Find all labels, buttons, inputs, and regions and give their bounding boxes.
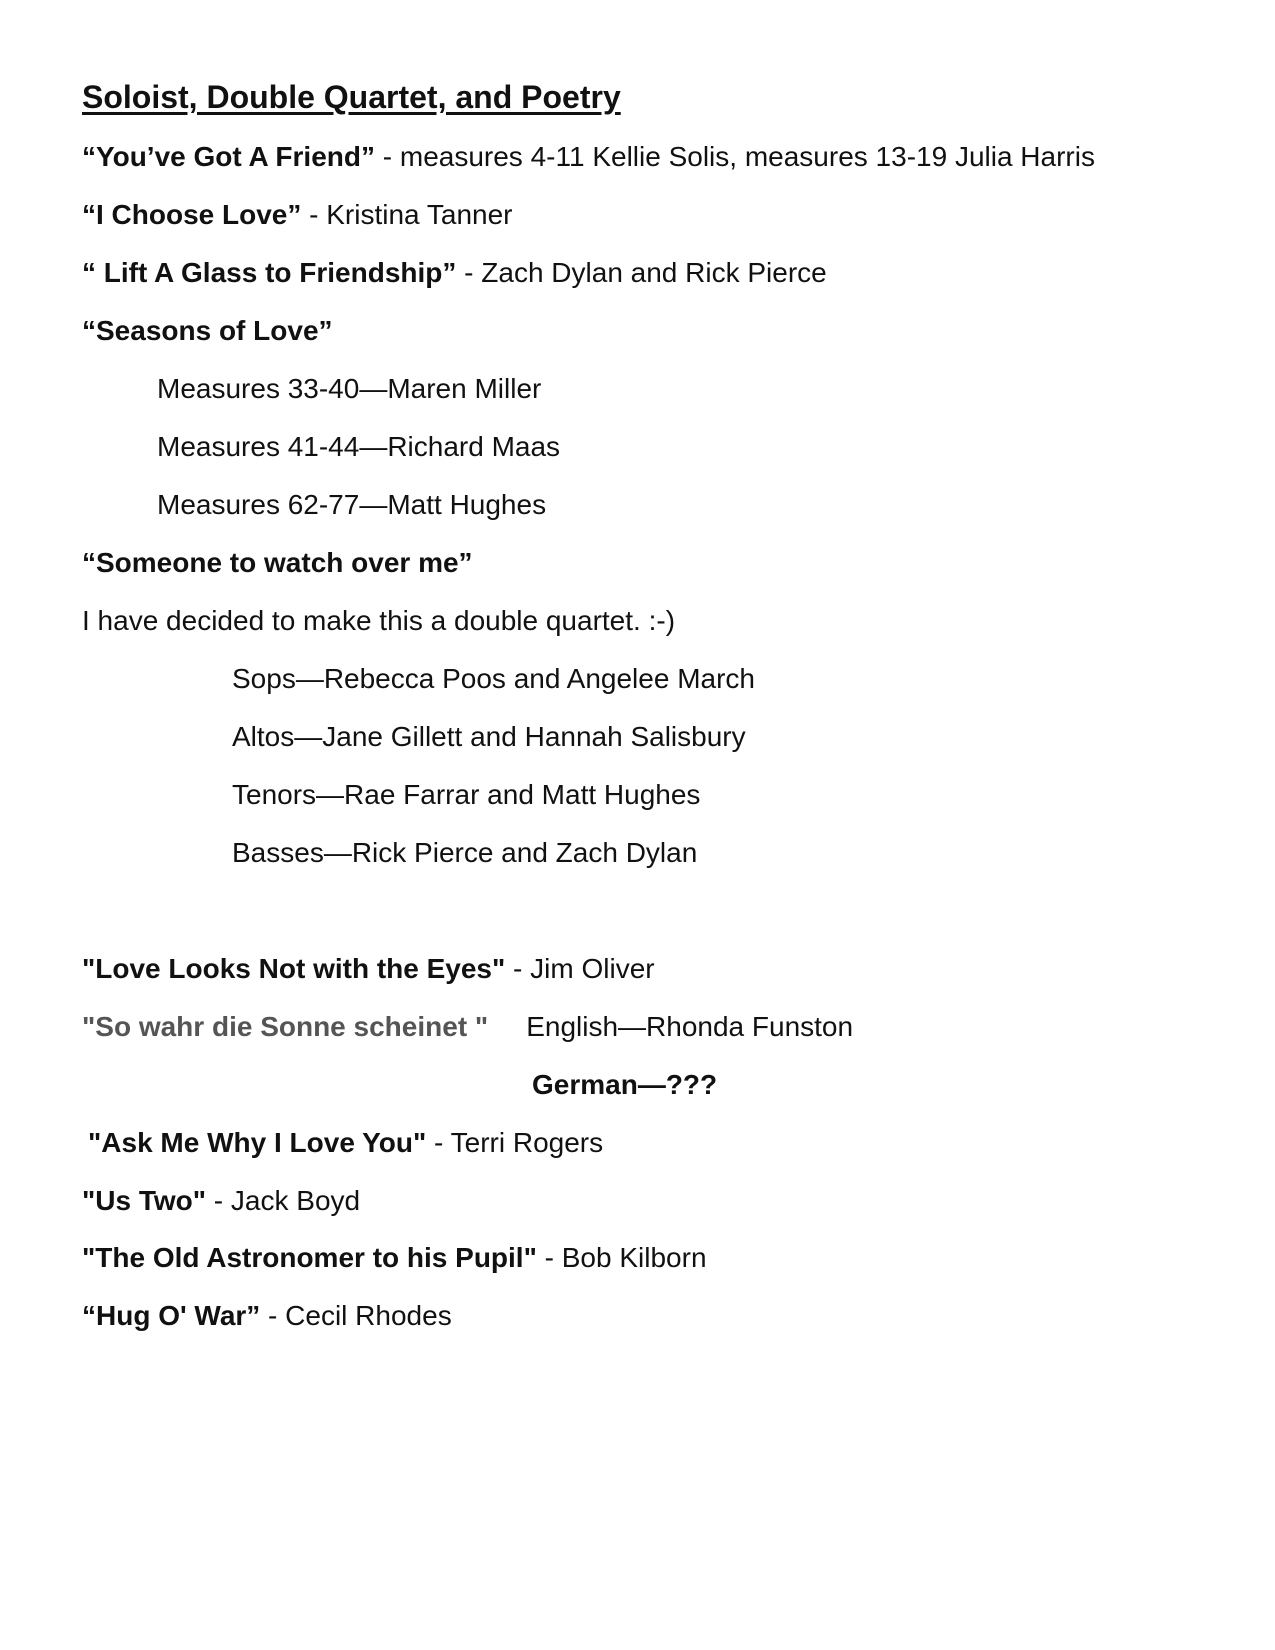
song-title: "So wahr die Sonne scheinet " xyxy=(82,1011,489,1042)
german-performer: German—??? xyxy=(532,1069,718,1100)
poem-title: “Hug O' War” xyxy=(82,1300,261,1331)
quartet-altos: Altos—Jane Gillett and Hannah Salisbury xyxy=(232,721,746,752)
poem-title: "Ask Me Why I Love You" xyxy=(88,1127,427,1158)
performer-detail: - measures 4-11 Kellie Solis, measures 13-19 Julia Harris xyxy=(374,141,1095,172)
song-title: “ Lift A Glass to Friendship” xyxy=(82,257,457,288)
performer-detail: - Cecil Rhodes xyxy=(260,1300,452,1331)
double-quartet-note: I have decided to make this a double quartet. :-) xyxy=(82,605,676,636)
poem-title: "Us Two" xyxy=(82,1185,207,1216)
quartet-sops: Sops—Rebecca Poos and Angelee March xyxy=(232,663,755,694)
performer-detail: - Jack Boyd xyxy=(206,1185,361,1216)
song-title: “You’ve Got A Friend” xyxy=(82,141,375,172)
song-title: “I Choose Love” xyxy=(82,199,302,230)
poem-title: "Love Looks Not with the Eyes" xyxy=(82,953,506,984)
entry-love-looks xyxy=(82,952,655,986)
performer-detail: - Terri Rogers xyxy=(426,1127,604,1158)
page-title: Soloist, Double Quartet, and Poetry xyxy=(82,79,621,115)
quartet-basses: Basses—Rick Pierce and Zach Dylan xyxy=(232,837,698,868)
seasons-measures-1: Measures 33-40—Maren Miller xyxy=(157,373,542,404)
seasons-measures-2: Measures 41-44—Richard Maas xyxy=(157,431,561,462)
entry-youve-got-a-friend xyxy=(82,140,1095,174)
entry-i-choose-love xyxy=(82,198,513,232)
performer-detail: - Kristina Tanner xyxy=(301,199,513,230)
poem-title: "The Old Astronomer to his Pupil" xyxy=(82,1242,537,1273)
entry-old-astronomer xyxy=(82,1241,707,1275)
performer-detail: - Zach Dylan and Rick Pierce xyxy=(456,257,827,288)
entry-seasons-of-love: “Seasons of Love” xyxy=(82,315,333,346)
entry-ask-me-why xyxy=(88,1126,603,1160)
seasons-measures-3: Measures 62-77—Matt Hughes xyxy=(157,489,547,520)
entry-so-wahr xyxy=(82,1010,853,1044)
entry-hug-o-war xyxy=(82,1299,452,1333)
performer-detail: - Bob Kilborn xyxy=(536,1242,707,1273)
entry-us-two xyxy=(82,1184,360,1218)
performer-detail: - Jim Oliver xyxy=(505,953,655,984)
entry-someone-to-watch: “Someone to watch over me” xyxy=(82,547,473,578)
english-performer: English—Rhonda Funston xyxy=(526,1011,854,1042)
quartet-tenors: Tenors—Rae Farrar and Matt Hughes xyxy=(232,779,701,810)
entry-lift-a-glass xyxy=(82,256,827,290)
